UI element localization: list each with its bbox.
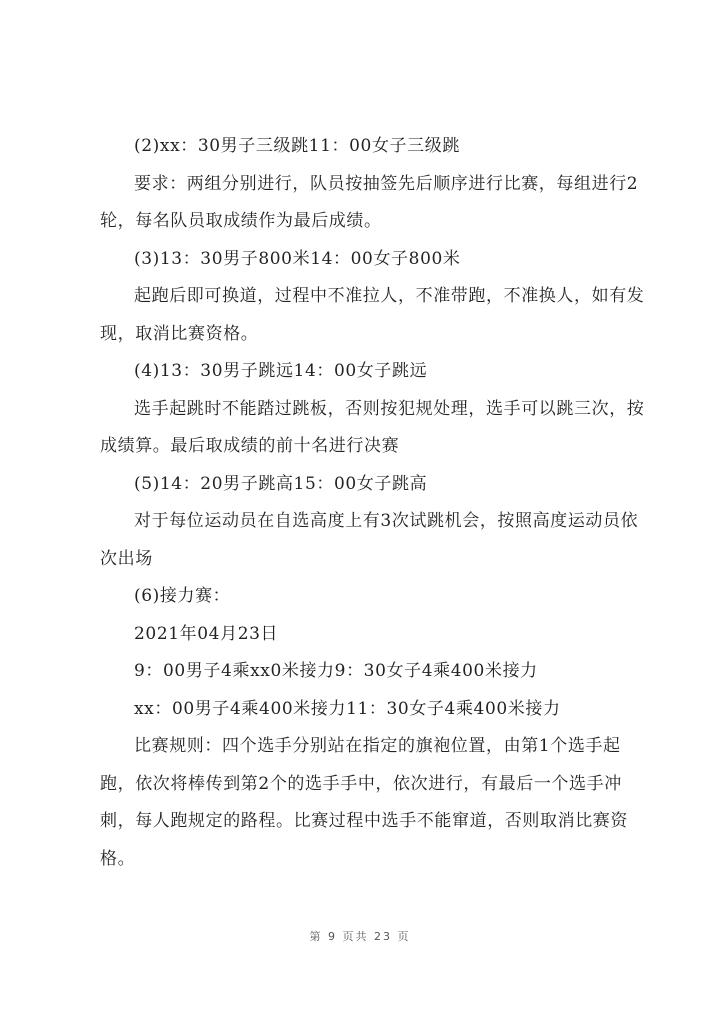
paragraph-high-jump-rules: 对于每位运动员在自选高度上有3次试跳机会，按照高度运动员依次出场 bbox=[100, 511, 639, 569]
paragraph-long-jump-schedule: (4)13：30男子跳远14：00女子跳远 bbox=[134, 361, 428, 381]
paragraph-800m-rules: 起跑后即可换道，过程中不准拉人，不准带跑，不准换人，如有发现，取消比赛资格。 bbox=[100, 286, 645, 344]
paragraph-800m-schedule: (3)13：30男子800米14：00女子800米 bbox=[134, 248, 461, 269]
paragraph-relay-schedule-morning: 9：00男子4乘xx0米接力9：30女子4乘400米接力 bbox=[134, 661, 538, 681]
paragraph-triple-jump-schedule: (2)xx：30男子三级跳11：00女子三级跳 bbox=[134, 136, 460, 156]
page-footer: 第 9 页共 23 页 bbox=[309, 930, 411, 943]
paragraph-relay-schedule-late: xx：00男子4乘400米接力11：30女子4乘400米接力 bbox=[134, 698, 561, 719]
paragraph-relay-date: 2021年04月23日 bbox=[134, 623, 279, 644]
document-body bbox=[100, 128, 645, 878]
paragraph-high-jump-schedule: (5)14：20男子跳高15：00女子跳高 bbox=[134, 473, 428, 494]
paragraph-relay-heading: (6)接力赛： bbox=[134, 586, 231, 606]
paragraph-long-jump-rules: 选手起跳时不能踏过跳板，否则按犯规处理，选手可以跳三次，按成绩算。最后取成绩的前十名进行决赛 bbox=[100, 398, 645, 456]
paragraph-relay-rules: 比赛规则：四个选手分别站在指定的旗袍位置，由第1个选手起跑，依次将棒传到第2个的选手手中，依次进行，有最后一个选手冲刺，每人跑规定的路程。比赛过程中选手不能窜道，否则取消比赛资格。 bbox=[100, 736, 628, 869]
paragraph-triple-jump-rules: 要求：两组分别进行，队员按抽签先后顺序进行比赛，每组进行2轮，每名队员取成绩作为最后成绩。 bbox=[100, 173, 639, 231]
